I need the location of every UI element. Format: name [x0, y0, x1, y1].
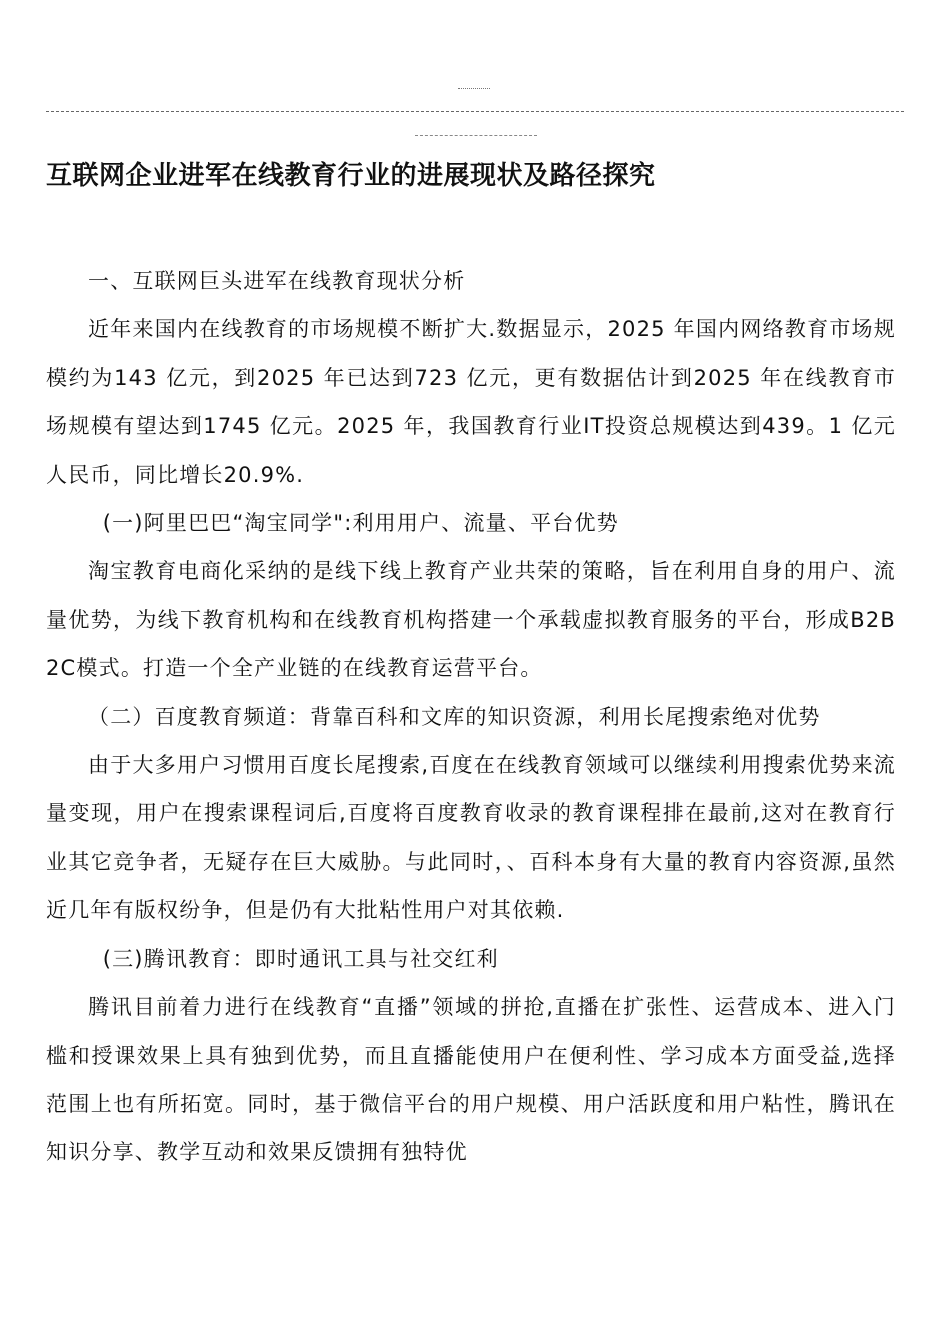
top-mark	[458, 88, 490, 89]
document-title: 互联网企业进军在线教育行业的进展现状及路径探究	[46, 161, 656, 191]
subsection-heading-alibaba: (一)阿里巴巴“淘宝同学":利用用户、流量、平台优势	[102, 511, 619, 536]
subsection-heading-baidu: （二）百度教育频道：背靠百科和文库的知识资源，利用长尾搜索绝对优势	[88, 704, 821, 729]
document-body	[46, 257, 896, 1177]
paragraph-tencent: 腾讯目前着力进行在线教育“直播”领域的拼抢,直播在扩张性、运营成本、进入门槛和授课效果上具有独到优势，而且直播能使用户在便利性、学习成本方面受益,选择范围上也有所拓宽。同时，基于微信平台的用户规模、用户活跃度和用户粘性，腾讯在知识分享、教学互动和效果反馈拥有独特优	[46, 995, 896, 1165]
section-heading-1: 一、互联网巨头进军在线教育现状分析	[88, 269, 466, 293]
paragraph-alibaba: 淘宝教育电商化采纳的是线下线上教育产业共荣的策略，旨在利用自身的用户、流量优势，为线下教育机构和在线教育机构搭建一个承载虚拟教育服务的平台，形成B2B2C模式。打造一个全产业链的在线教育运营平台。	[46, 559, 896, 681]
header-rule	[46, 111, 904, 112]
sub-header-rule	[415, 135, 537, 136]
paragraph-market-size: 近年来国内在线教育的市场规模不断扩大.数据显示，2025 年国内网络教育市场规模约为143 亿元，到2025 年已达到723 亿元，更有数据估计到2025 年在线教育市场规模有望达到1745 亿元。2025 年，我国教育行业IT投资总规模达到439。1 亿元人民币，同比增长20.9%.	[46, 317, 896, 487]
subsection-heading-tencent: (三)腾讯教育：即时通讯工具与社交红利	[102, 946, 499, 971]
paragraph-baidu: 由于大多用户习惯用百度长尾搜索,百度在在线教育领域可以继续利用搜索优势来流量变现，用户在搜索课程词后,百度将百度教育收录的教育课程排在最前,这对在教育行业其它竞争者，无疑存在巨大威胁。与此同时，、百科本身有大量的教育内容资源,虽然近几年有版权纷争，但是仍有大批粘性用户对其依赖.	[46, 753, 896, 923]
